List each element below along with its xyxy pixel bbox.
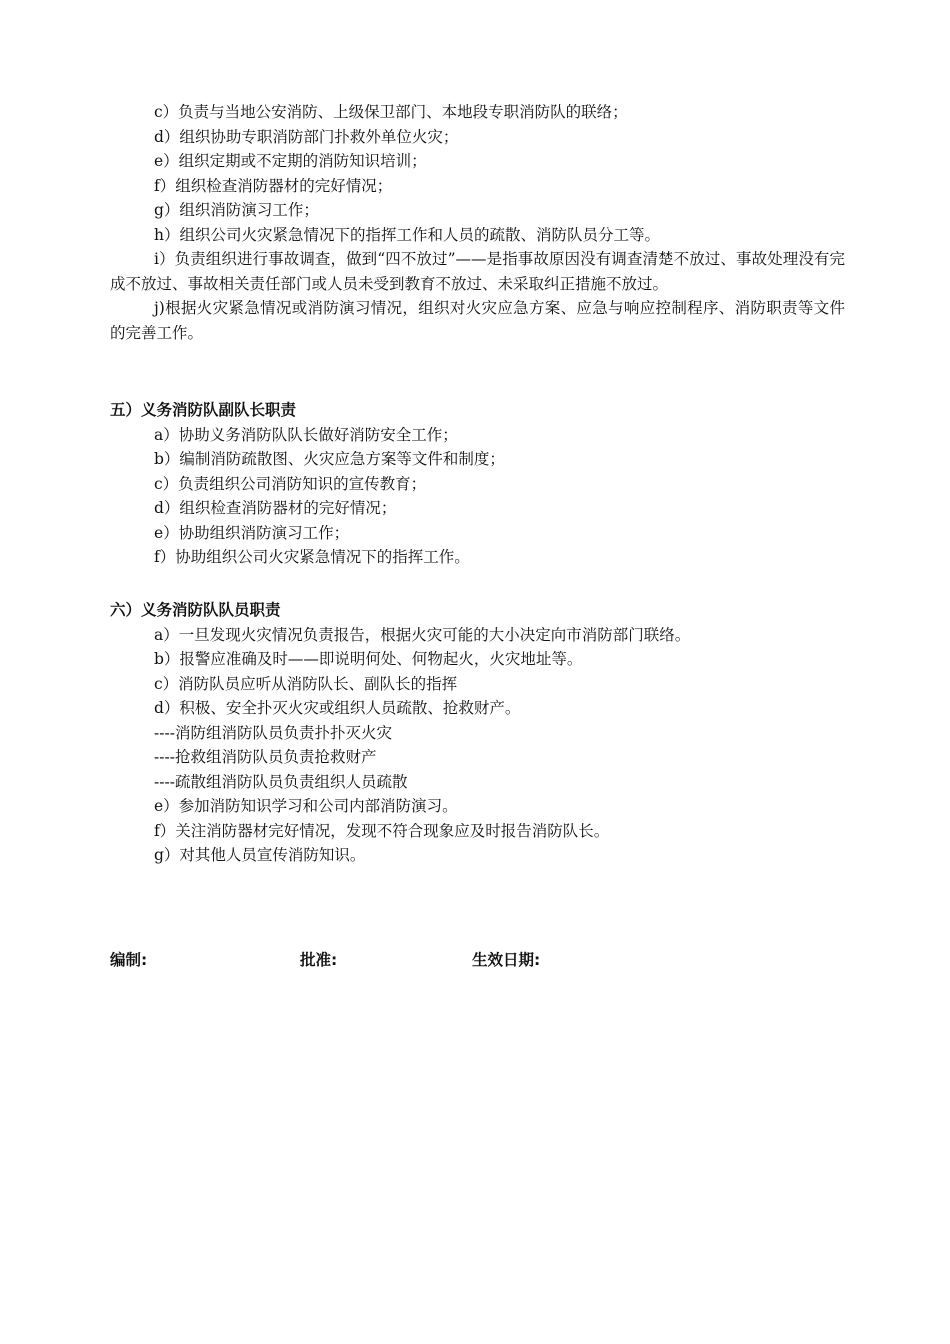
paragraph-item-i: i）负责组织进行事故调查，做到“四不放过”——是指事故原因没有调查清楚不放过、事故处理没有完成不放过、事故相关责任部门或人员未受到教育不放过、未采取纠正措施不放过。 bbox=[110, 250, 845, 293]
section-heading: 六）义务消防队队员职责 bbox=[110, 601, 281, 619]
list-item: g）组织消防演习工作； bbox=[154, 201, 319, 219]
list-item: c）负责与当地公安消防、上级保卫部门、本地段专职消防队的联络； bbox=[154, 103, 628, 121]
list-item: h）组织公司火灾紧急情况下的指挥工作和人员的疏散、消防队员分工等。 bbox=[154, 225, 660, 244]
list-item: a）一旦发现火灾情况负责报告，根据火灾可能的大小决定向市消防部门联络。 bbox=[154, 625, 691, 644]
prepared-by-label: 编制: bbox=[110, 951, 148, 969]
section4-continuation bbox=[110, 100, 845, 345]
effective-date-label: 生效日期: bbox=[472, 951, 541, 969]
section-heading: 五）义务消防队副队长职责 bbox=[110, 401, 297, 419]
list-item: c）负责组织公司消防知识的宣传教育； bbox=[154, 474, 427, 493]
paragraph-item-j: j)根据火灾紧急情况或消防演习情况，组织对火灾应急方案、应急与响应控制程序、消防职责等文件的完善工作。 bbox=[110, 299, 845, 342]
list-item: b）报警应准确及时——即说明何处、何物起火，火灾地址等。 bbox=[154, 650, 583, 668]
list-item: b）编制消防疏散图、火灾应急方案等文件和制度； bbox=[154, 450, 505, 468]
list-item: d）组织协助专职消防部门扑救外单位火灾； bbox=[154, 127, 459, 146]
list-item: ----抢救组消防队员负责抢救财产 bbox=[154, 748, 377, 766]
list-item: d）组织检查消防器材的完好情况； bbox=[154, 499, 397, 517]
list-item: ----疏散组消防队员负责组织人员疏散 bbox=[154, 772, 408, 791]
list-item: c）消防队员应听从消防队长、副队长的指挥 bbox=[154, 674, 458, 693]
list-item: f）关注消防器材完好情况，发现不符合现象应及时报告消防队长。 bbox=[154, 821, 610, 840]
list-item: e）协助组织消防演习工作； bbox=[154, 523, 350, 542]
list-item: ----消防组消防队员负责扑扑灭火灾 bbox=[154, 723, 392, 742]
list-item: d）积极、安全扑灭火灾或组织人员疏散、抢救财产。 bbox=[154, 699, 521, 717]
section5 bbox=[110, 398, 845, 570]
list-item: f）组织检查消防器材的完好情况； bbox=[154, 176, 393, 195]
list-item: e）组织定期或不定期的消防知识培训； bbox=[154, 152, 427, 170]
list-item: f）协助组织公司火灾紧急情况下的指挥工作。 bbox=[154, 548, 470, 566]
section6 bbox=[110, 598, 845, 868]
list-item: g）对其他人员宣传消防知识。 bbox=[154, 846, 366, 864]
approved-by-label: 批准: bbox=[300, 951, 338, 969]
list-item: a）协助义务消防队队长做好消防安全工作； bbox=[154, 425, 458, 444]
list-item: e）参加消防知识学习和公司内部消防演习。 bbox=[154, 797, 458, 815]
